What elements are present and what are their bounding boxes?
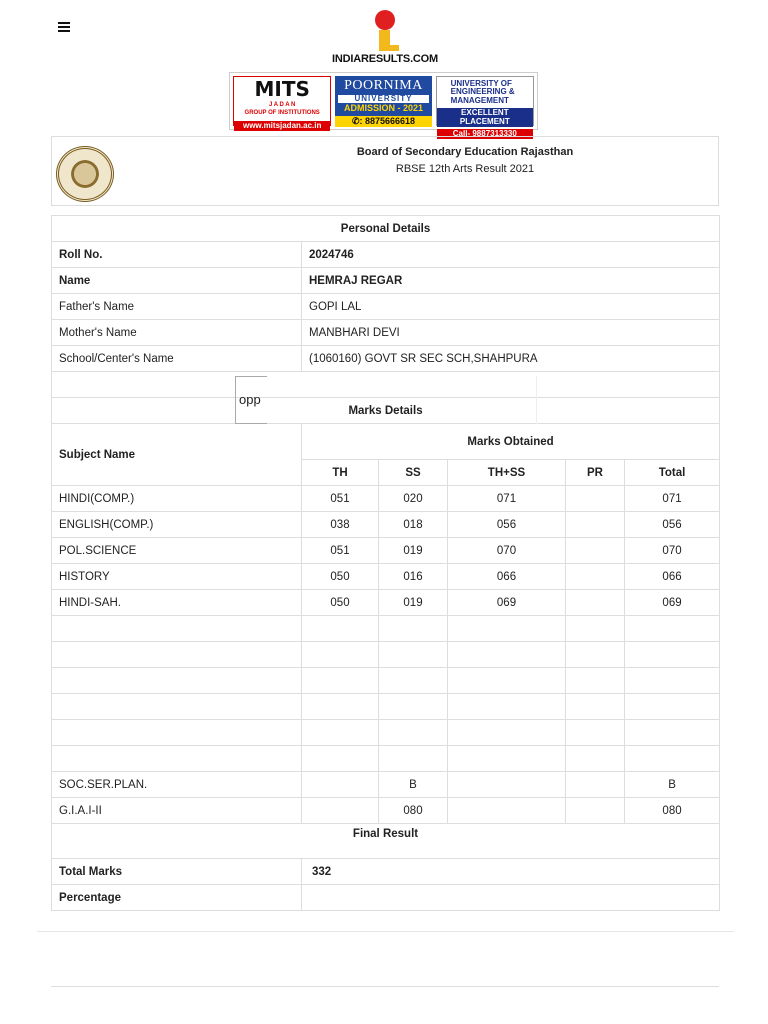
table-row: [52, 885, 720, 911]
board-title: Board of Secondary Education Rajasthan: [356, 146, 574, 158]
ad-uem-line1: EXCELLENT PLACEMENT: [437, 108, 533, 127]
table-row: [52, 294, 720, 320]
empty-row: [52, 616, 720, 642]
school-name-label: School/Center's Name: [52, 346, 302, 372]
marks-total: 070: [625, 538, 720, 564]
col-ss: SS: [379, 460, 448, 486]
marks-thss: 070: [448, 538, 566, 564]
marks-th: 051: [302, 486, 379, 512]
overlay-divider: [37, 931, 734, 932]
empty-row: [52, 694, 720, 720]
marks-pr: [566, 772, 625, 798]
inline-ad[interactable]: [235, 376, 267, 424]
inline-ad-text: opp: [239, 392, 261, 407]
ad-poornima-line2: ADMISSION - 2021: [343, 103, 423, 114]
table-row: [52, 590, 720, 616]
empty-row: [52, 668, 720, 694]
marks-ss: 020: [379, 486, 448, 512]
mother-name-value: MANBHARI DEVI: [302, 320, 720, 346]
marks-total: 056: [625, 512, 720, 538]
logo-text: INDIARESULTS.COM: [332, 53, 438, 65]
empty-row: [52, 746, 720, 772]
ad-mits-url: www.mitsjadan.ac.in: [234, 121, 330, 131]
name-label: Name: [52, 268, 302, 294]
ad-mits-line2: GROUP OF INSTITUTIONS: [244, 110, 320, 117]
marks-th: 050: [302, 564, 379, 590]
ad-uem[interactable]: [436, 76, 534, 138]
marks-obtained-header: Marks Obtained: [302, 424, 720, 460]
ad-mits-line1: J A D A N: [268, 102, 296, 108]
ad-poornima[interactable]: [335, 76, 431, 126]
subject-name: SOC.SER.PLAN.: [52, 772, 302, 798]
roll-no-label: Roll No.: [52, 242, 302, 268]
table-row: [52, 346, 720, 372]
marks-pr: [566, 590, 625, 616]
result-title: RBSE 12th Arts Result 2021: [395, 163, 535, 175]
marks-total: 071: [625, 486, 720, 512]
ad-uem-name: UNIVERSITY OF ENGINEERING & MANAGEMENT: [450, 79, 515, 105]
table-row: [52, 268, 720, 294]
marks-pr: [566, 538, 625, 564]
marks-pr: [566, 486, 625, 512]
table-row: [52, 486, 720, 512]
marks-ss: 018: [379, 512, 448, 538]
school-name-value: (1060160) GOVT SR SEC SCH,SHAHPURA: [302, 346, 720, 372]
father-name-label: Father's Name: [52, 294, 302, 320]
marks-thss: [448, 772, 566, 798]
empty-row: [52, 642, 720, 668]
marks-ss: 019: [379, 590, 448, 616]
subject-name: ENGLISH(COMP.): [52, 512, 302, 538]
marks-thss: [448, 798, 566, 824]
table-row: [52, 798, 720, 824]
ad-uem-phone: Call- 9887313330: [437, 129, 533, 139]
col-thss: TH+SS: [448, 460, 566, 486]
col-total: Total: [625, 460, 720, 486]
table-row: [52, 320, 720, 346]
roll-no-value: 2024746: [302, 242, 720, 268]
marks-th: [302, 772, 379, 798]
table-row: [52, 859, 720, 885]
marks-total: B: [625, 772, 720, 798]
marks-th: [302, 798, 379, 824]
col-th: TH: [302, 460, 379, 486]
marks-total: 069: [625, 590, 720, 616]
subject-name-header: Subject Name: [52, 424, 302, 486]
table-row: [52, 512, 720, 538]
father-name-value: GOPI LAL: [302, 294, 720, 320]
hamburger-menu-icon[interactable]: [58, 22, 70, 34]
footer-divider: [51, 986, 719, 987]
marks-th: 051: [302, 538, 379, 564]
final-result-heading: Final Result: [52, 824, 720, 859]
marks-ss: 080: [379, 798, 448, 824]
marks-th: 050: [302, 590, 379, 616]
percentage-label: Percentage: [52, 885, 302, 911]
board-header: [51, 136, 719, 206]
marks-thss: 069: [448, 590, 566, 616]
marks-thss: 066: [448, 564, 566, 590]
total-marks-label: Total Marks: [52, 859, 302, 885]
empty-row: [52, 720, 720, 746]
indiaresults-logo[interactable]: [320, 8, 450, 66]
advertisement-banner[interactable]: [229, 72, 538, 138]
name-value: HEMRAJ REGAR: [302, 268, 720, 294]
marks-pr: [566, 798, 625, 824]
table-row: [52, 242, 720, 268]
mother-name-label: Mother's Name: [52, 320, 302, 346]
ad-poornima-line1: UNIVERSITY: [338, 95, 428, 103]
ad-poornima-phone: ✆: 8875666618: [335, 116, 431, 127]
marks-ss: B: [379, 772, 448, 798]
marks-ss: 019: [379, 538, 448, 564]
percentage-value: [302, 885, 720, 911]
inline-ad-row: [52, 372, 720, 398]
ad-mits[interactable]: [233, 76, 331, 130]
marks-total: 066: [625, 564, 720, 590]
table-row: [52, 538, 720, 564]
marks-details-heading: Marks Details: [52, 398, 720, 424]
marks-pr: [566, 564, 625, 590]
overlay-ad-placeholder: [234, 939, 536, 969]
inline-ad-strip: [267, 376, 537, 424]
marks-pr: [566, 512, 625, 538]
ad-poornima-name: POORNIMA: [344, 78, 423, 93]
subject-name: HINDI-SAH.: [52, 590, 302, 616]
table-row: [52, 772, 720, 798]
marks-th: 038: [302, 512, 379, 538]
marks-thss: 071: [448, 486, 566, 512]
marks-thss: 056: [448, 512, 566, 538]
ad-mits-name: MITS: [254, 77, 310, 101]
marks-total: 080: [625, 798, 720, 824]
subject-name: HISTORY: [52, 564, 302, 590]
personal-details-heading: Personal Details: [52, 216, 720, 242]
result-table: [51, 215, 720, 911]
total-marks-value: 332: [302, 859, 720, 885]
subject-name: POL.SCIENCE: [52, 538, 302, 564]
marks-ss: 016: [379, 564, 448, 590]
table-row: [52, 564, 720, 590]
subject-name: HINDI(COMP.): [52, 486, 302, 512]
col-pr: PR: [566, 460, 625, 486]
subject-name: G.I.A.I-II: [52, 798, 302, 824]
logo-mark-icon: [370, 8, 400, 52]
